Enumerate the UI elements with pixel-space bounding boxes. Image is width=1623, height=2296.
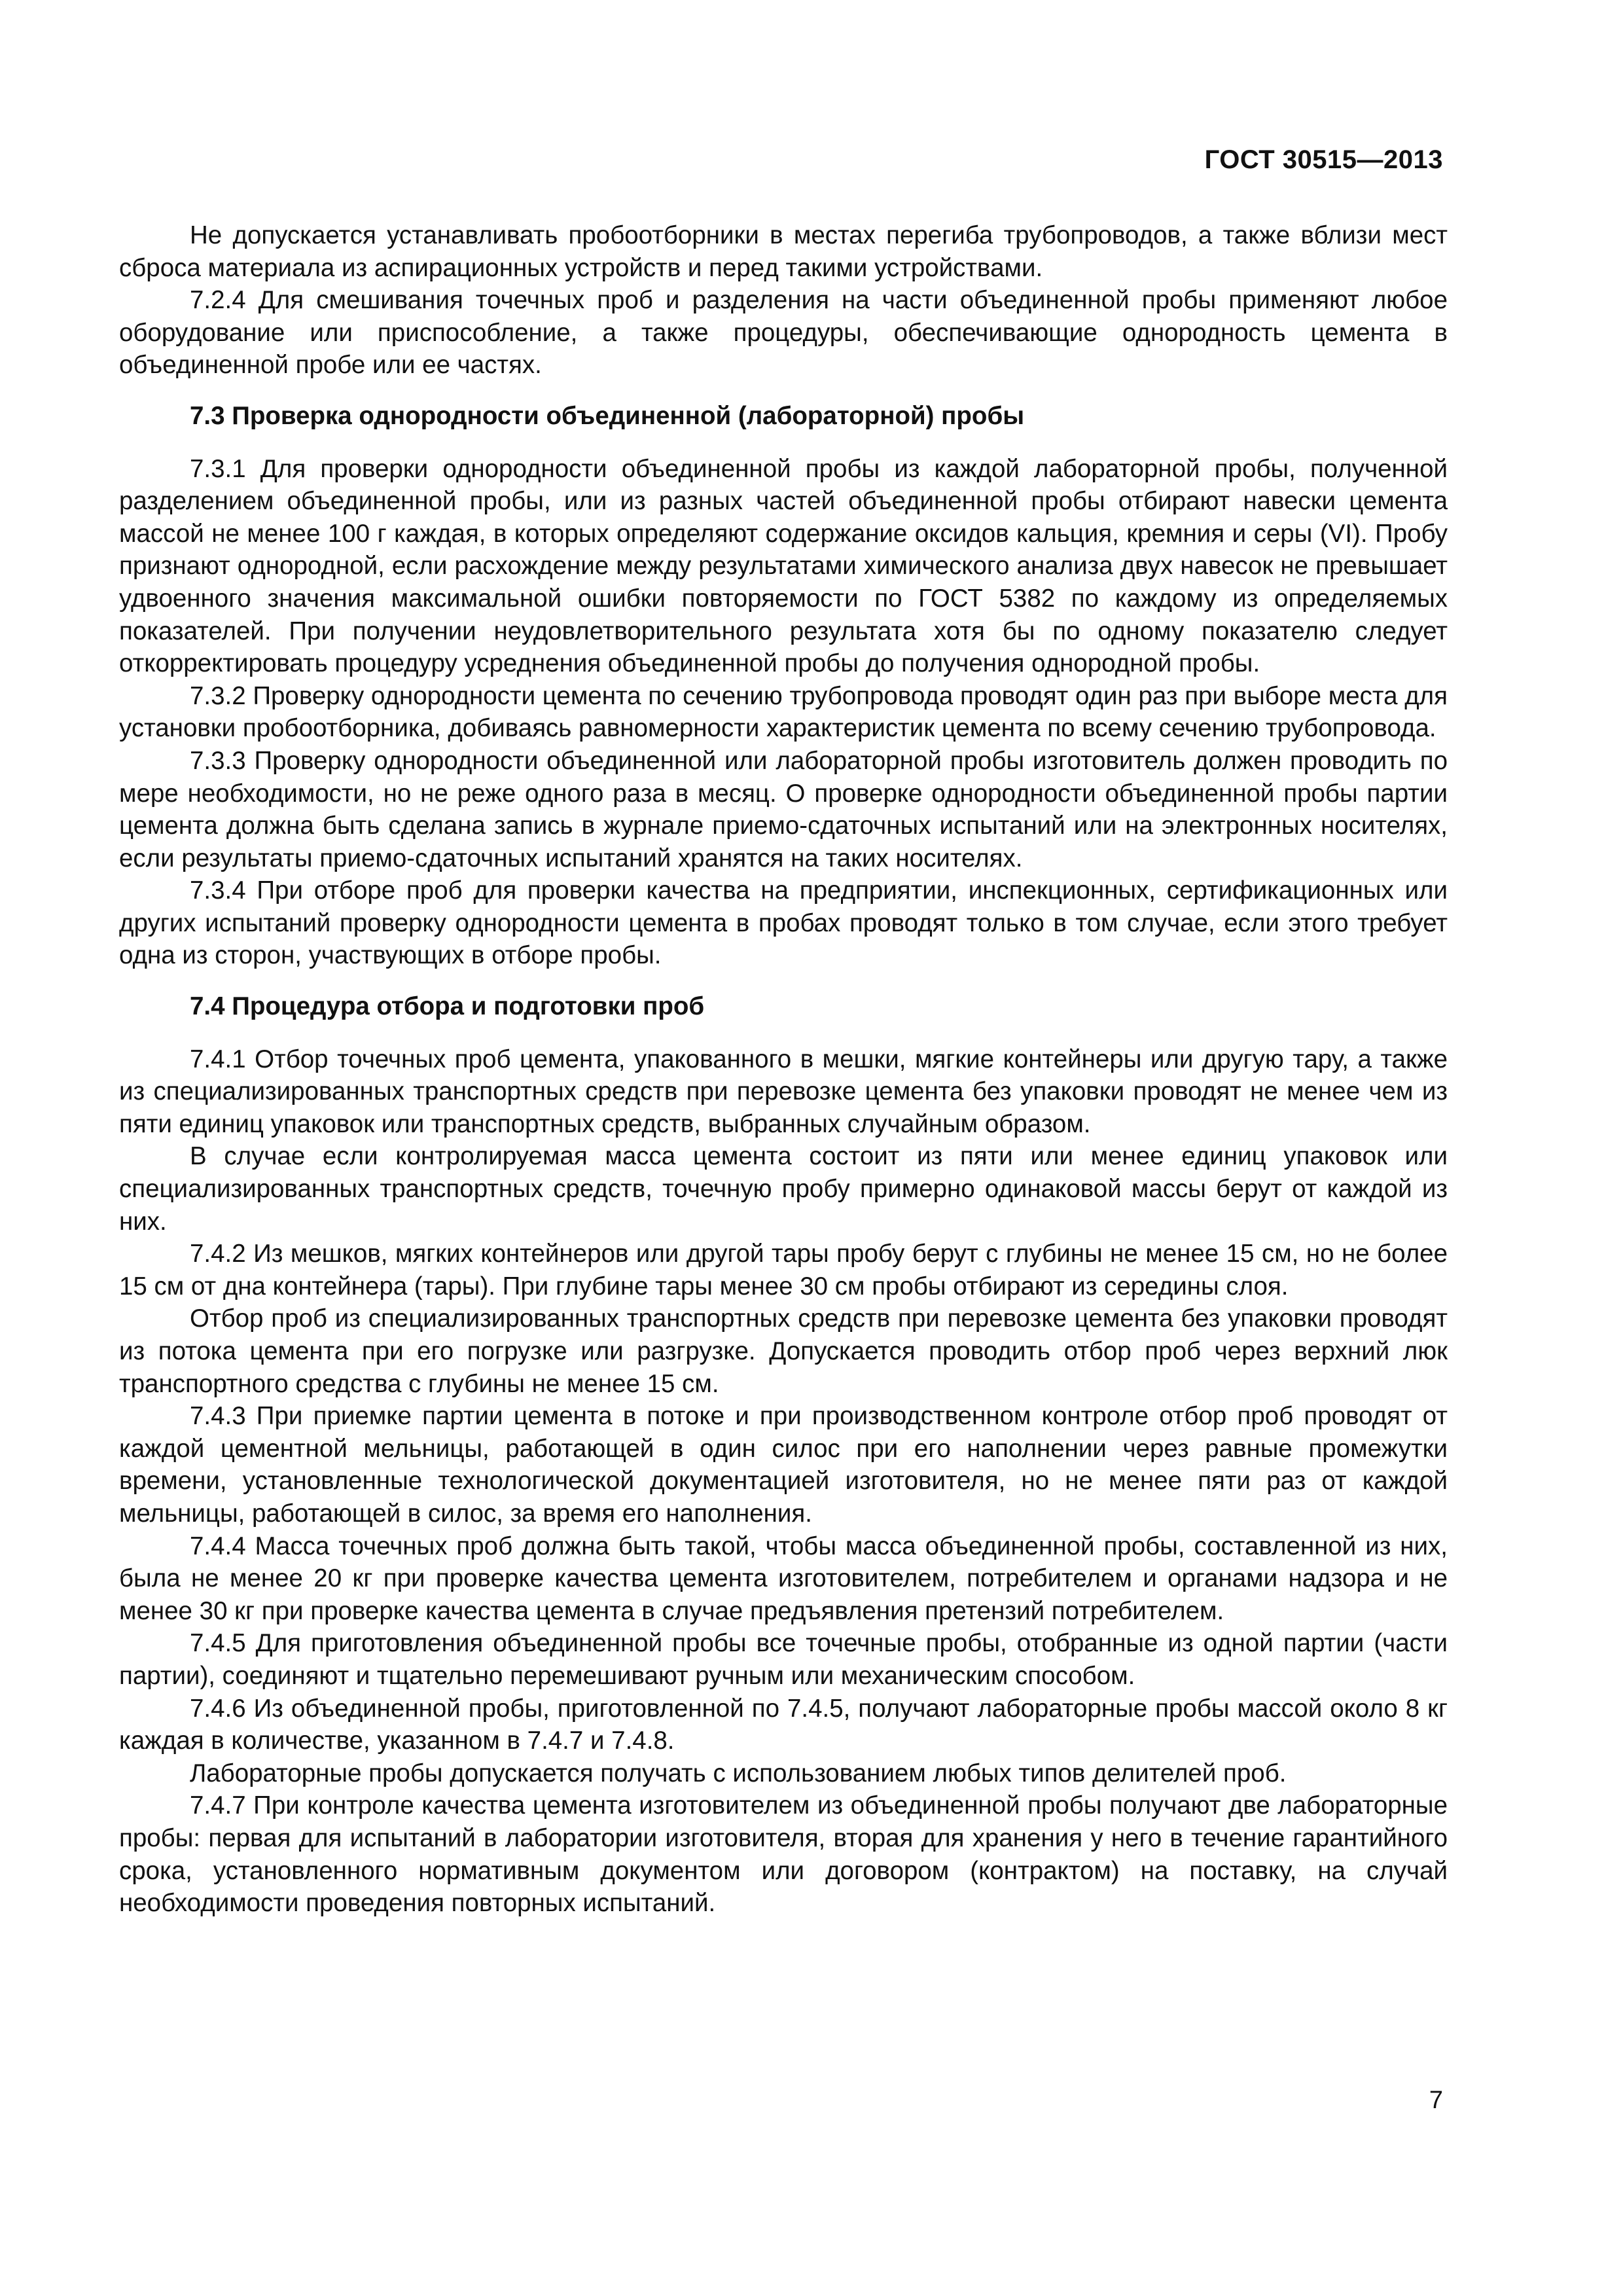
paragraph-7-3-2: 7.3.2 Проверку однородности цемента по сечению трубопровода проводят один раз при выборе места для установки пробоотборника, добиваясь равномерности характеристик цемента по всему сечению трубопровода. [119,681,1448,743]
paragraph-7-4-4: 7.4.4 Масса точечных проб должна быть такой, чтобы масса объединенной пробы, составленной из них, была не менее 20 кг при проверке качества цемента изготовителем, потребителем и органами надзора и не менее 30 кг при проверке качества цемента в случае предъявления претензий потребителем. [119,1532,1448,1625]
paragraph-7-4-1-b: В случае если контролируемая масса цемента состоит из пяти или менее единиц упаковок или специализированных транспортных средств, точечную пробу примерно одинаковой массы берут от каждой из них. [119,1142,1448,1236]
paragraph-7-4-5: 7.4.5 Для приготовления объединенной пробы все точечные пробы, отобранные из одной партии (части партии), соединяют и тщательно перемешивают ручным или механическим способом. [119,1629,1448,1690]
paragraph-7-3-3: 7.3.3 Проверку однородности объединенной или лабораторной пробы изготовитель должен проводить по мере необходимости, но не реже одного раза в месяц. О проверке однородности объединенной пробы партии цемента должна быть сделана запись в журнале приемо-сдаточных испытаний или на электронных носителях, если результаты приемо-сдаточных испытаний хранятся на таких носителях. [119,746,1448,872]
page-number: 7 [1429,2087,1443,2114]
paragraph-7-4-2: 7.4.2 Из мешков, мягких контейнеров или другой тары пробу берут с глубины не менее 15 см, но не более 15 см от дна контейнера (тары). При глубине тары менее 30 см пробы отбирают из середины слоя. [119,1240,1448,1300]
paragraph-7-2-continuation: Не допускается устанавливать пробоотборники в местах перегиба трубопроводов, а также вблизи мест сброса материала из аспирационных устройств и перед такими устройствами. [119,221,1448,282]
paragraph-7-4-6-b: Лабораторные пробы допускается получать с использованием любых типов делителей проб. [190,1759,1287,1787]
paragraph-7-4-1: 7.4.1 Отбор точечных проб цемента, упакованного в мешки, мягкие контейнеры или другую тару, а также из специализированных транспортных средств при перевозке цемента без упаковки проводят не менее чем из пяти единиц упаковок или транспортных средств, выбранных случайным образом. [119,1045,1448,1138]
section-heading-7-3: 7.3 Проверка однородности объединенной (лабораторной) пробы [190,401,1025,430]
paragraph-7-3-1: 7.3.1 Для проверки однородности объединенной пробы из каждой лабораторной пробы, полученной разделением объединенной пробы, или из разных частей объединенной пробы отбирают навески цемента массой не менее 100 г каждая, в которых определяют содержание оксидов кальция, кремния и серы (VI). Пробу признают однородной, если расхождение между результатами химического анализа двух навесок не превышает удвоенного значения максимальной ошибки повторяемости по ГОСТ 5382 по каждому из определяемых показателей. При получении неудовлетворительного результата хотя бы по одному показателю следует откорректировать процедуру усреднения объединенной пробы до получения однородной пробы. [119,454,1448,678]
paragraph-7-4-3: 7.4.3 При приемке партии цемента в потоке и при производственном контроле отбор проб проводят от каждой цементной мельницы, работающей в один силос при его наполнении через равные промежутки времени, установленные технологической документацией изготовителя, но не менее пяти раз от каждой мельницы, работающей в силос, за время его наполнения. [119,1402,1448,1528]
paragraph-7-4-7: 7.4.7 При контроле качества цемента изготовителем из объединенной пробы получают две лабораторные пробы: первая для испытаний в лаборатории изготовителя, вторая для хранения у него в течение гарантийного срока, установленного нормативным документом или договором (контрактом) на поставку, на случай необходимости проведения повторных испытаний. [119,1791,1448,1918]
paragraph-7-4-6: 7.4.6 Из объединенной пробы, приготовленной по 7.4.5, получают лабораторные пробы массой около 8 кг каждая в количестве, указанном в 7.4.7 и 7.4.8. [119,1694,1448,1755]
paragraph-7-3-4: 7.3.4 При отборе проб для проверки качества на предприятии, инспекционных, сертификационных или других испытаний проверку однородности цемента в пробах проводят только в том случае, если этого требует одна из сторон, участвующих в отборе пробы. [119,876,1448,970]
document-body [119,219,1448,1920]
standard-designation: ГОСТ 30515—2013 [1204,145,1443,174]
paragraph-7-4-2-b: Отбор проб из специализированных транспортных средств при перевозке цемента без упаковки проводят из потока цемента при его погрузке или разгрузке. Допускается проводить отбор проб через верхний люк транспортного средства с глубины не менее 15 см. [119,1304,1448,1398]
paragraph-7-2-4: 7.2.4 Для смешивания точечных проб и разделения на части объединенной пробы применяют любое оборудование или приспособление, а также процедуры, обеспечивающие однородность цемента в объединенной пробе или ее частях. [119,286,1448,380]
section-heading-7-4: 7.4 Процедура отбора и подготовки проб [190,992,705,1021]
